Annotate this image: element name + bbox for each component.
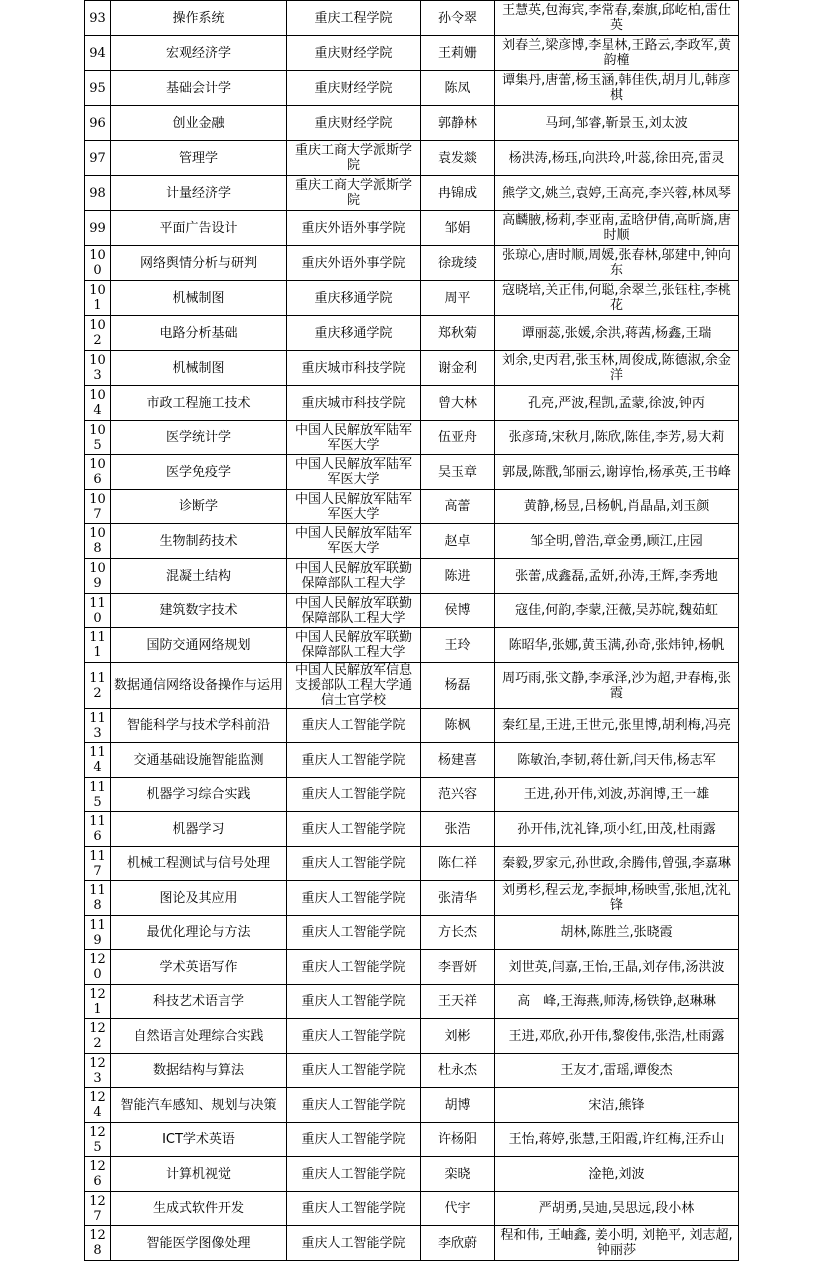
row-number: 127 (85, 1192, 111, 1226)
table-row (85, 663, 739, 709)
team-members: 马珂,邹睿,靳景玉,刘太波 (495, 106, 739, 141)
course-name: 生成式软件开发 (111, 1192, 287, 1226)
course-leader: 代宇 (421, 1192, 495, 1226)
row-number: 120 (85, 950, 111, 985)
table-row (85, 1226, 739, 1261)
school-name: 重庆人工智能学院 (287, 985, 421, 1019)
course-name: 机械制图 (111, 281, 287, 316)
team-members: 胡林,陈胜兰,张晓霞 (495, 916, 739, 950)
course-leader: 陈仁祥 (421, 847, 495, 881)
table-row (85, 628, 739, 663)
course-name: 电路分析基础 (111, 316, 287, 351)
school-name: 重庆财经学院 (287, 106, 421, 141)
row-number: 128 (85, 1226, 111, 1261)
team-members: 孔亮,严波,程凯,孟蒙,徐波,钟丙 (495, 386, 739, 421)
course-name: 平面广告设计 (111, 211, 287, 246)
course-name: 医学免疫学 (111, 455, 287, 490)
team-members: 秦红星,王进,王世元,张里博,胡利梅,冯亮 (495, 709, 739, 743)
row-number: 107 (85, 490, 111, 524)
school-name: 重庆工商大学派斯学院 (287, 141, 421, 176)
course-name: 计算机视觉 (111, 1157, 287, 1192)
course-leader: 王莉姗 (421, 36, 495, 71)
team-members: 黄静,杨昱,吕杨帆,肖晶晶,刘玉颜 (495, 490, 739, 524)
row-number: 108 (85, 524, 111, 559)
school-name: 重庆外语外事学院 (287, 246, 421, 281)
school-name: 重庆人工智能学院 (287, 881, 421, 916)
course-leader: 孙令翠 (421, 1, 495, 36)
table-body (85, 1, 739, 1261)
school-name: 重庆外语外事学院 (287, 211, 421, 246)
table-row (85, 985, 739, 1019)
table-row (85, 246, 739, 281)
row-number: 116 (85, 812, 111, 847)
course-leader: 冉锦成 (421, 176, 495, 211)
row-number: 121 (85, 985, 111, 1019)
course-name: 网络舆情分析与研判 (111, 246, 287, 281)
table-row (85, 141, 739, 176)
course-name: 科技艺术语言学 (111, 985, 287, 1019)
school-name: 重庆人工智能学院 (287, 1123, 421, 1157)
table-row (85, 1192, 739, 1226)
course-leader: 吴玉章 (421, 455, 495, 490)
row-number: 93 (85, 1, 111, 36)
table-row (85, 1, 739, 36)
course-name: 数据通信网络设备操作与运用 (111, 663, 287, 709)
table-row (85, 916, 739, 950)
course-name: 操作系统 (111, 1, 287, 36)
team-members: 郭晟,陈戬,邹丽云,谢谆怡,杨承英,王书峰 (495, 455, 739, 490)
table-row (85, 106, 739, 141)
course-leader: 方长杰 (421, 916, 495, 950)
team-members: 高 峰,王海燕,师涛,杨铁铮,赵琳琳 (495, 985, 739, 1019)
row-number: 126 (85, 1157, 111, 1192)
row-number: 115 (85, 778, 111, 812)
course-name: 混凝土结构 (111, 559, 287, 594)
row-number: 125 (85, 1123, 111, 1157)
team-members: 谭丽蕊,张媛,余洪,蒋茜,杨鑫,王瑞 (495, 316, 739, 351)
course-list-table (84, 0, 739, 1261)
team-members: 王怡,蒋婷,张慧,王阳霞,许红梅,汪乔山 (495, 1123, 739, 1157)
school-name: 重庆人工智能学院 (287, 1192, 421, 1226)
table-row (85, 490, 739, 524)
table-row (85, 281, 739, 316)
course-leader: 刘彬 (421, 1019, 495, 1054)
table-row (85, 386, 739, 421)
course-name: 自然语言处理综合实践 (111, 1019, 287, 1054)
row-number: 113 (85, 709, 111, 743)
school-name: 中国人民解放军联勤保障部队工程大学 (287, 559, 421, 594)
course-leader: 栾晓 (421, 1157, 495, 1192)
row-number: 124 (85, 1088, 111, 1123)
course-name: 智能汽车感知、规划与决策 (111, 1088, 287, 1123)
team-members: 刘世英,闫嘉,王怡,王晶,刘存伟,汤洪波 (495, 950, 739, 985)
team-members: 秦毅,罗家元,孙世政,余腾伟,曾强,李嘉琳 (495, 847, 739, 881)
course-name: 市政工程施工技术 (111, 386, 287, 421)
course-name: 基础会计学 (111, 71, 287, 106)
team-members: 刘春兰,梁彦博,李星林,王路云,李政军,黄韵橦 (495, 36, 739, 71)
course-name: 生物制药技术 (111, 524, 287, 559)
school-name: 重庆人工智能学院 (287, 1088, 421, 1123)
row-number: 111 (85, 628, 111, 663)
row-number: 94 (85, 36, 111, 71)
row-number: 95 (85, 71, 111, 106)
table-row (85, 743, 739, 778)
course-name: 诊断学 (111, 490, 287, 524)
team-members: 张琼心,唐时顺,周媛,张春林,邬建中,钟向东 (495, 246, 739, 281)
school-name: 重庆人工智能学院 (287, 743, 421, 778)
course-leader: 袁发燚 (421, 141, 495, 176)
school-name: 重庆人工智能学院 (287, 778, 421, 812)
team-members: 寇晓培,关正伟,何聪,余翠兰,张钰柱,李桃花 (495, 281, 739, 316)
course-name: 机器学习 (111, 812, 287, 847)
school-name: 中国人民解放军陆军军医大学 (287, 490, 421, 524)
school-name: 重庆移通学院 (287, 281, 421, 316)
table-row (85, 594, 739, 628)
course-leader: 郑秋菊 (421, 316, 495, 351)
team-members: 陈敏治,李韧,蒋仕新,闫天伟,杨志军 (495, 743, 739, 778)
team-members: 张蕾,成鑫磊,孟妍,孙涛,王辉,李秀地 (495, 559, 739, 594)
team-members: 王友才,雷瑶,谭俊杰 (495, 1054, 739, 1088)
row-number: 103 (85, 351, 111, 386)
row-number: 104 (85, 386, 111, 421)
course-leader: 杜永杰 (421, 1054, 495, 1088)
row-number: 96 (85, 106, 111, 141)
course-leader: 曾大林 (421, 386, 495, 421)
course-name: 机械工程测试与信号处理 (111, 847, 287, 881)
course-leader: 许杨阳 (421, 1123, 495, 1157)
school-name: 重庆人工智能学院 (287, 1226, 421, 1261)
course-leader: 张清华 (421, 881, 495, 916)
team-members: 孙开伟,沈礼锋,项小红,田茂,杜雨露 (495, 812, 739, 847)
row-number: 105 (85, 421, 111, 455)
row-number: 123 (85, 1054, 111, 1088)
school-name: 重庆人工智能学院 (287, 847, 421, 881)
school-name: 重庆人工智能学院 (287, 709, 421, 743)
table-row (85, 950, 739, 985)
school-name: 重庆财经学院 (287, 36, 421, 71)
course-leader: 胡博 (421, 1088, 495, 1123)
school-name: 重庆人工智能学院 (287, 950, 421, 985)
table-row (85, 351, 739, 386)
table-row (85, 709, 739, 743)
table-row (85, 176, 739, 211)
table-row (85, 559, 739, 594)
team-members: 刘勇杉,程云龙,李振坤,杨映雪,张旭,沈礼锋 (495, 881, 739, 916)
course-name: 宏观经济学 (111, 36, 287, 71)
course-name: 机器学习综合实践 (111, 778, 287, 812)
team-members: 高麟腋,杨莉,李亚南,孟晗伊倩,高昕旖,唐时顺 (495, 211, 739, 246)
course-leader: 徐珑绫 (421, 246, 495, 281)
table-row (85, 421, 739, 455)
school-name: 中国人民解放军陆军军医大学 (287, 421, 421, 455)
table-row (85, 1157, 739, 1192)
team-members: 杨洪涛,杨珏,向洪玲,叶蕊,徐田亮,雷灵 (495, 141, 739, 176)
team-members: 刘余,史丙君,张玉林,周俊成,陈德淑,余金洋 (495, 351, 739, 386)
school-name: 重庆工程学院 (287, 1, 421, 36)
school-name: 中国人民解放军信息支援部队工程大学通信士官学校 (287, 663, 421, 709)
course-name: 建筑数字技术 (111, 594, 287, 628)
table-row (85, 1019, 739, 1054)
row-number: 100 (85, 246, 111, 281)
course-name: 数据结构与算法 (111, 1054, 287, 1088)
course-leader: 范兴容 (421, 778, 495, 812)
team-members: 王进,孙开伟,刘波,苏润博,王一雄 (495, 778, 739, 812)
course-name: 机械制图 (111, 351, 287, 386)
course-name: 智能医学图像处理 (111, 1226, 287, 1261)
table-row (85, 1054, 739, 1088)
course-name: ICT学术英语 (111, 1123, 287, 1157)
school-name: 重庆人工智能学院 (287, 1157, 421, 1192)
course-leader: 王天祥 (421, 985, 495, 1019)
team-members: 陈昭华,张娜,黄玉满,孙奇,张炜钟,杨帆 (495, 628, 739, 663)
school-name: 重庆人工智能学院 (287, 1054, 421, 1088)
row-number: 119 (85, 916, 111, 950)
row-number: 117 (85, 847, 111, 881)
row-number: 97 (85, 141, 111, 176)
team-members: 邹全明,曾浩,章金勇,顾江,庄园 (495, 524, 739, 559)
row-number: 110 (85, 594, 111, 628)
course-name: 国防交通网络规划 (111, 628, 287, 663)
team-members: 熊学文,姚兰,袁婷,王高亮,李兴蓉,林凤琴 (495, 176, 739, 211)
row-number: 98 (85, 176, 111, 211)
course-leader: 陈凤 (421, 71, 495, 106)
course-leader: 周平 (421, 281, 495, 316)
team-members: 王进,邓欣,孙开伟,黎俊伟,张浩,杜雨露 (495, 1019, 739, 1054)
course-name: 最优化理论与方法 (111, 916, 287, 950)
row-number: 122 (85, 1019, 111, 1054)
school-name: 重庆财经学院 (287, 71, 421, 106)
course-leader: 陈枫 (421, 709, 495, 743)
team-members: 张彦琦,宋秋月,陈欣,陈佳,李芳,易大莉 (495, 421, 739, 455)
school-name: 中国人民解放军陆军军医大学 (287, 524, 421, 559)
row-number: 112 (85, 663, 111, 709)
table-row (85, 36, 739, 71)
course-leader: 郭静林 (421, 106, 495, 141)
row-number: 102 (85, 316, 111, 351)
table-row (85, 847, 739, 881)
school-name: 重庆人工智能学院 (287, 1019, 421, 1054)
course-name: 创业金融 (111, 106, 287, 141)
course-name: 智能科学与技术学科前沿 (111, 709, 287, 743)
team-members: 寇佳,何韵,李蒙,汪薇,吴苏皖,魏茹虹 (495, 594, 739, 628)
table-row (85, 211, 739, 246)
course-leader: 侯博 (421, 594, 495, 628)
team-members: 谭集丹,唐蕾,杨玉涵,韩佳佚,胡月儿,韩彦棋 (495, 71, 739, 106)
school-name: 重庆工商大学派斯学院 (287, 176, 421, 211)
course-leader: 伍亚舟 (421, 421, 495, 455)
course-leader: 李欣蔚 (421, 1226, 495, 1261)
table-row (85, 71, 739, 106)
row-number: 109 (85, 559, 111, 594)
course-leader: 张浩 (421, 812, 495, 847)
table-row (85, 1123, 739, 1157)
course-leader: 邹娟 (421, 211, 495, 246)
course-name: 计量经济学 (111, 176, 287, 211)
course-name: 图论及其应用 (111, 881, 287, 916)
course-leader: 高蕾 (421, 490, 495, 524)
school-name: 中国人民解放军联勤保障部队工程大学 (287, 628, 421, 663)
course-name: 学术英语写作 (111, 950, 287, 985)
row-number: 106 (85, 455, 111, 490)
school-name: 中国人民解放军联勤保障部队工程大学 (287, 594, 421, 628)
school-name: 重庆城市科技学院 (287, 351, 421, 386)
table-row (85, 1088, 739, 1123)
school-name: 中国人民解放军陆军军医大学 (287, 455, 421, 490)
course-leader: 王玲 (421, 628, 495, 663)
team-members: 严胡勇,吴迪,吴思远,段小林 (495, 1192, 739, 1226)
table-row (85, 455, 739, 490)
table-row (85, 812, 739, 847)
school-name: 重庆人工智能学院 (287, 812, 421, 847)
table-row (85, 524, 739, 559)
team-members: 宋洁,熊锋 (495, 1088, 739, 1123)
row-number: 99 (85, 211, 111, 246)
course-leader: 杨建喜 (421, 743, 495, 778)
school-name: 重庆移通学院 (287, 316, 421, 351)
team-members: 程和伟, 王岫鑫, 姜小明, 刘艳平, 刘志超, 钟丽莎 (495, 1226, 739, 1261)
course-leader: 李晋妍 (421, 950, 495, 985)
row-number: 118 (85, 881, 111, 916)
course-leader: 谢金利 (421, 351, 495, 386)
course-leader: 杨磊 (421, 663, 495, 709)
row-number: 101 (85, 281, 111, 316)
table-row (85, 316, 739, 351)
team-members: 周巧雨,张文静,李承泽,沙为超,尹春梅,张霞 (495, 663, 739, 709)
course-name: 医学统计学 (111, 421, 287, 455)
team-members: 淦艳,刘波 (495, 1157, 739, 1192)
school-name: 重庆人工智能学院 (287, 916, 421, 950)
course-name: 管理学 (111, 141, 287, 176)
row-number: 114 (85, 743, 111, 778)
course-leader: 赵卓 (421, 524, 495, 559)
course-name: 交通基础设施智能监测 (111, 743, 287, 778)
team-members: 王慧英,包海宾,李常春,秦旗,邱屹柏,雷仕英 (495, 1, 739, 36)
table-row (85, 778, 739, 812)
school-name: 重庆城市科技学院 (287, 386, 421, 421)
table-row (85, 881, 739, 916)
course-leader: 陈进 (421, 559, 495, 594)
